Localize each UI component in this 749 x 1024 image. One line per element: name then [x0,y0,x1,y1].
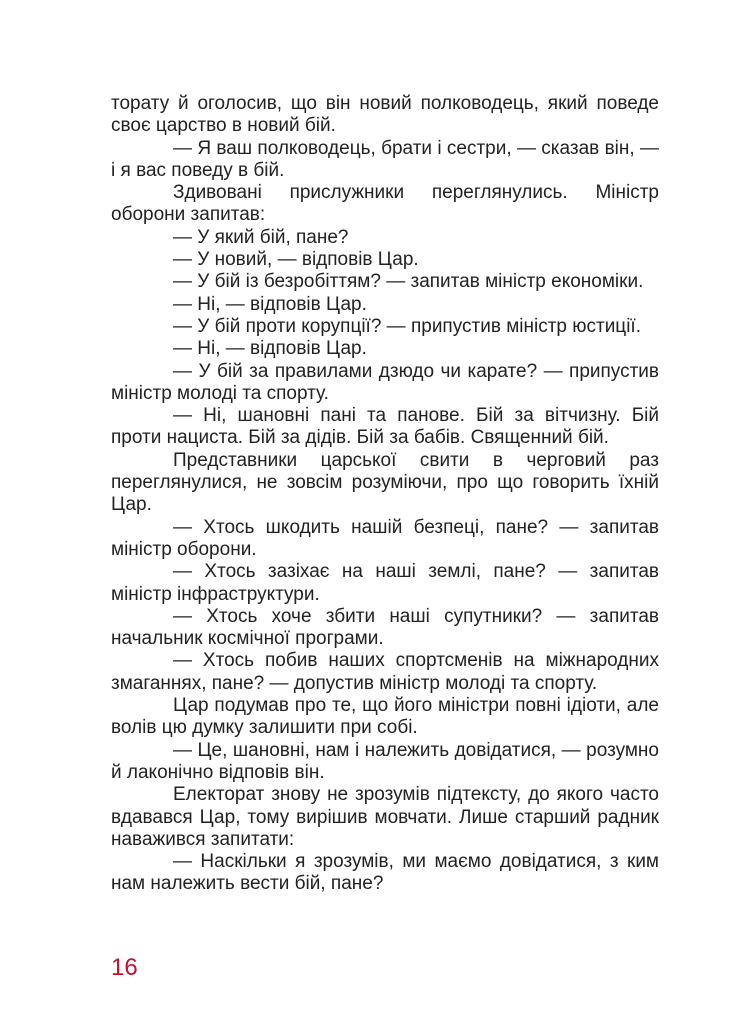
paragraph: — Наскільки я зрозумів, ми маємо довідатися, з ким нам належить вести бій, пане? [111,851,659,895]
paragraph: — Ні, шановні пані та панове. Бій за вітчизну. Бій проти нациста. Бій за дідів. Бій за бабів. Священний бій. [111,405,659,449]
paragraph: — Це, шановні, нам і належить довідатися, — розумно й лаконічно відповів він. [111,739,659,783]
paragraph: — У бій за правилами дзюдо чи карате? — припустив міністр молоді та спорту. [111,360,659,404]
paragraph: Електорат знову не зрозумів підтексту, до якого часто вдавався Цар, тому вирішив мовчати. Лише старший радник наважився запитати: [111,784,659,850]
paragraph: торату й оголосив, що він новий полководець, який поведе своє царство в новий бій. [111,93,659,137]
paragraph: — У новий, — відповів Цар. [173,249,419,271]
paragraph: Здивовані прислужники переглянулись. Міністр оборони запитав: [111,182,659,226]
paragraph: — У бій із безробіттям? — запитав міністр економіки. [173,271,644,293]
paragraph: — Хтось хоче збити наші супутники? — запитав начальник космічної програми. [111,605,659,650]
paragraph: — Я ваш полководець, брати і сестри, — сказав він, — і я вас поведу в бій. [111,137,659,181]
paragraph: — Хтось побив наших спортсменів на міжнародних змаганнях, пане? — допустив міністр молоді та спорту. [111,650,659,694]
paragraph: — Ні, — відповів Цар. [173,338,367,360]
body-text [111,93,659,896]
paragraph: — Хтось зазіхає на наші землі, пане? — запитав міністр інфраструктури. [111,561,659,605]
paragraph: Цар подумав про те, що його міністри повні ідіоти, але волів цю думку залишити при собі. [111,695,659,739]
page-number: 16 [111,954,138,981]
paragraph: — У бій проти корупції? — припустив міністр юстиції. [173,315,641,337]
paragraph: — У який бій, пане? [173,226,349,248]
paragraph: — Ні, — відповів Цар. [173,293,367,315]
paragraph: — Хтось шкодить нашій безпеці, пане? — запитав міністр оборони. [111,516,659,560]
paragraph: Представники царської свити в черговий раз переглянулися, не зовсім розуміючи, про що говорить їхній Цар. [111,449,659,516]
